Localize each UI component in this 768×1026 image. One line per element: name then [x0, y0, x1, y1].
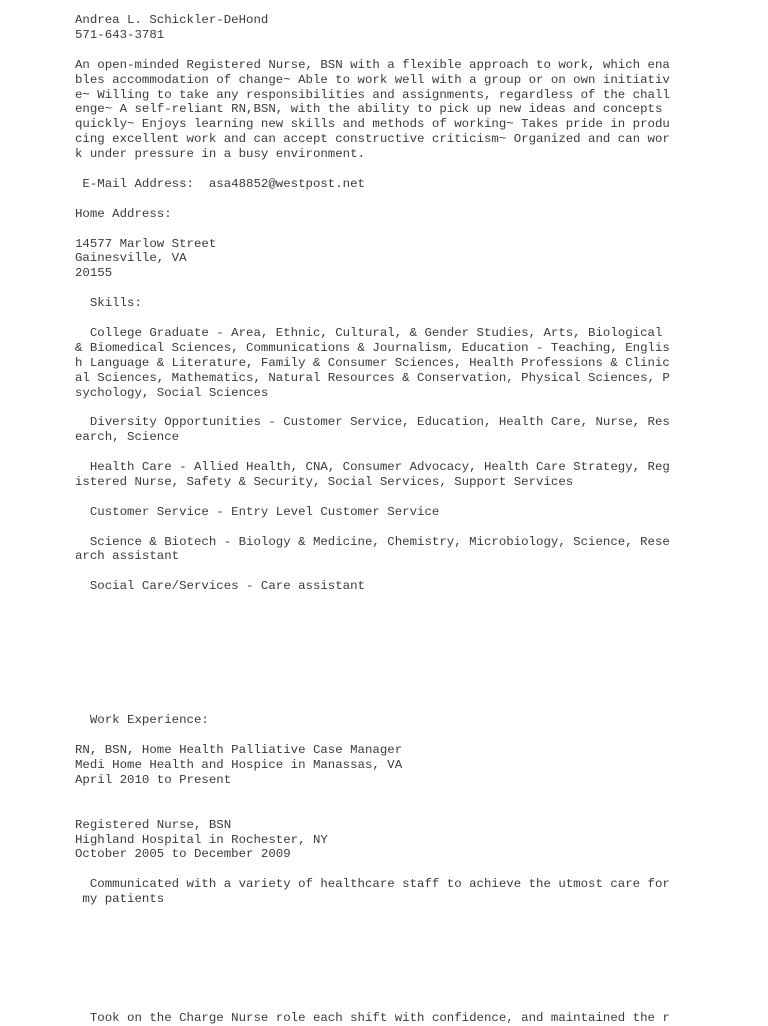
blank-line — [75, 311, 695, 326]
blank-line — [75, 937, 695, 952]
skill-line: al Sciences, Mathematics, Natural Resources & Conservation, Physical Sciences, P — [75, 370, 670, 385]
blank-line — [75, 669, 695, 684]
address-zip: 20155 — [75, 266, 113, 281]
address-street: 14577 Marlow Street — [75, 236, 217, 251]
blank-line — [75, 698, 695, 713]
job-duty-line: Took on the Charge Nurse role each shift with confidence, and maintained the r — [75, 1011, 670, 1026]
skill-line: h Language & Literature, Family & Consumer Sciences, Health Professions & Clinic — [75, 355, 670, 370]
job-dates: October 2005 to December 2009 — [75, 847, 291, 862]
summary-line: An open-minded Registered Nurse, BSN with a flexible approach to work, which ena — [75, 57, 670, 72]
candidate-name: Andrea L. Schickler-DeHond — [75, 13, 269, 27]
blank-line — [75, 490, 695, 505]
candidate-phone: 571-643-3781 — [75, 27, 165, 42]
blank-line — [75, 222, 695, 237]
email-line: E-Mail Address: asa48852@westpost.net — [75, 176, 365, 191]
blank-line — [75, 445, 695, 460]
blank-line — [75, 192, 695, 207]
blank-line — [75, 862, 695, 877]
job-duty-line: my patients — [75, 892, 165, 907]
blank-line — [75, 907, 695, 922]
blank-line — [75, 967, 695, 982]
summary-line: cing excellent work and can accept constructive criticism~ Organized and can wor — [75, 132, 670, 147]
skill-line: & Biomedical Sciences, Communications & Journalism, Education - Teaching, Englis — [75, 340, 670, 355]
summary-line: enge~ A self-reliant RN,BSN, with the ability to pick up new ideas and concepts — [75, 102, 670, 117]
blank-line — [75, 654, 695, 669]
skill-line: Science & Biotech - Biology & Medicine, Chemistry, Microbiology, Science, Rese — [75, 534, 670, 549]
blank-line — [75, 996, 695, 1011]
skill-line: sychology, Social Sciences — [75, 385, 269, 400]
blank-line — [75, 728, 695, 743]
skill-line: earch, Science — [75, 430, 180, 445]
blank-line — [75, 981, 695, 996]
blank-line — [75, 281, 695, 296]
skill-line: Social Care/Services - Care assistant — [75, 579, 365, 594]
summary-line: k under pressure in a busy environment. — [75, 147, 365, 162]
blank-line — [75, 594, 695, 609]
skill-line: arch assistant — [75, 549, 180, 564]
address-city: Gainesville, VA — [75, 251, 187, 266]
job-title: RN, BSN, Home Health Palliative Case Manager — [75, 743, 403, 758]
blank-line — [75, 684, 695, 699]
skill-line: College Graduate - Area, Ethnic, Cultural, & Gender Studies, Arts, Biological — [75, 325, 663, 340]
job-employer: Highland Hospital in Rochester, NY — [75, 832, 328, 847]
job-title: Registered Nurse, BSN — [75, 817, 232, 832]
skill-line: Diversity Opportunities - Customer Service, Education, Health Care, Nurse, Res — [75, 415, 670, 430]
blank-line — [75, 788, 695, 803]
blank-line — [75, 564, 695, 579]
skill-line: Customer Service - Entry Level Customer Service — [75, 504, 440, 519]
job-dates: April 2010 to Present — [75, 772, 232, 787]
skills-heading: Skills: — [75, 296, 142, 311]
blank-line — [75, 609, 695, 624]
blank-line — [75, 400, 695, 415]
job-duty-line: Communicated with a variety of healthcare staff to achieve the utmost care for — [75, 877, 670, 892]
summary-line: quickly~ Enjoys learning new skills and methods of working~ Takes pride in produ — [75, 117, 670, 132]
blank-line — [75, 624, 695, 639]
skill-line: Health Care - Allied Health, CNA, Consumer Advocacy, Health Care Strategy, Reg — [75, 460, 670, 475]
work-experience-heading: Work Experience: — [75, 713, 209, 728]
blank-line — [75, 922, 695, 937]
blank-line — [75, 162, 695, 177]
resume-document — [75, 13, 695, 1026]
summary-line: bles accommodation of change~ Able to work well with a group or on own initiativ — [75, 72, 670, 87]
blank-line — [75, 952, 695, 967]
skill-line: istered Nurse, Safety & Security, Social Services, Support Services — [75, 474, 574, 489]
blank-line — [75, 803, 695, 818]
home-address-heading: Home Address: — [75, 206, 172, 221]
blank-line — [75, 639, 695, 654]
blank-line — [75, 43, 695, 58]
blank-line — [75, 520, 695, 535]
job-employer: Medi Home Health and Hospice in Manassas, VA — [75, 758, 403, 772]
summary-line: e~ Willing to take any responsibilities and assignments, regardless of the chall — [75, 87, 670, 102]
